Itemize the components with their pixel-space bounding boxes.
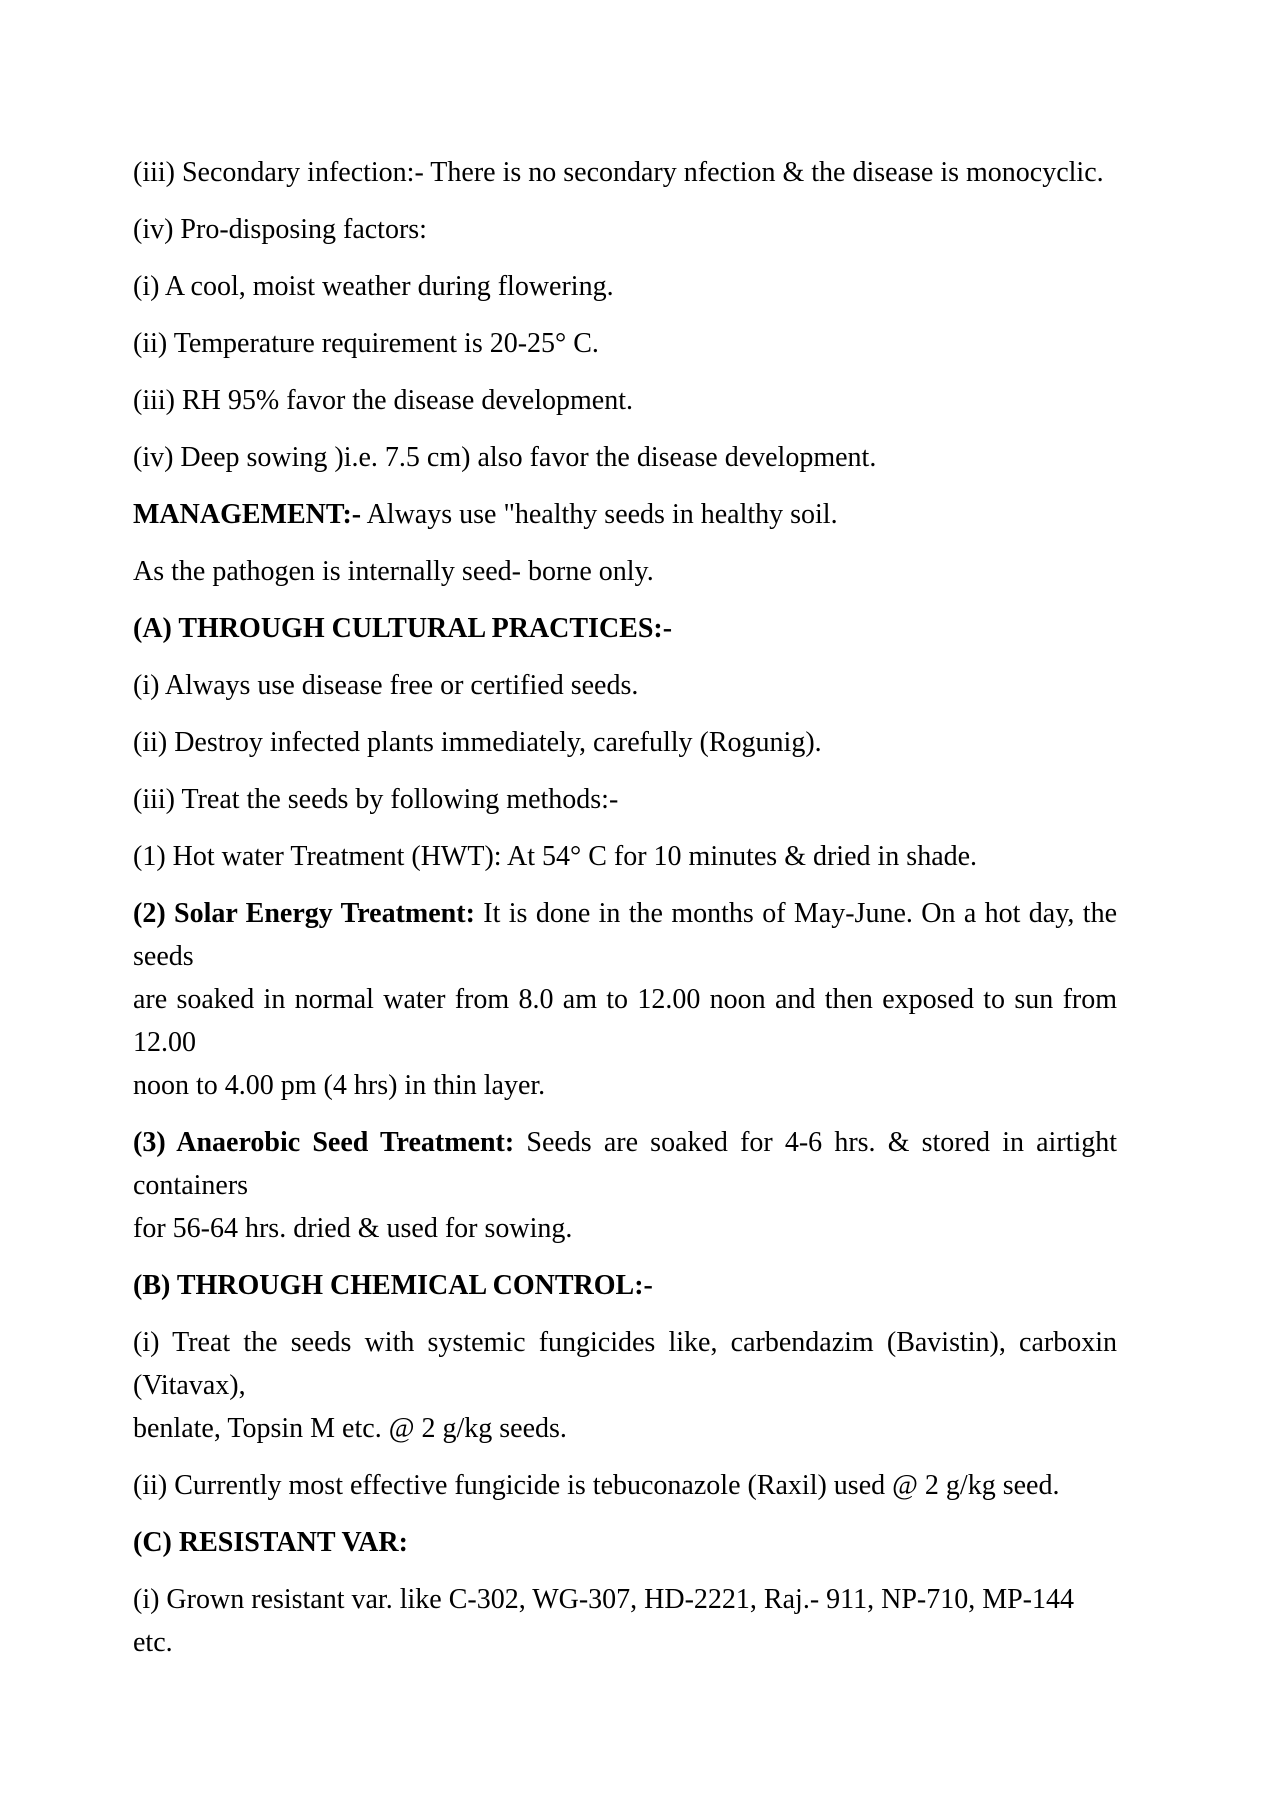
- text-line: [133, 835, 1117, 878]
- text-line: [133, 664, 1117, 707]
- paragraph: [133, 1521, 1117, 1564]
- text-line: [133, 208, 1117, 251]
- text-run: (ii) Temperature requirement is 20-25° C.: [133, 328, 599, 359]
- paragraph: [133, 1321, 1117, 1450]
- bold-text-run: (3) Anaerobic Seed Treatment:: [133, 1127, 515, 1158]
- text-line: [133, 265, 1117, 308]
- bold-text-run: (2) Solar Energy Treatment:: [133, 898, 475, 929]
- text-run: (iii) Treat the seeds by following methods:-: [133, 784, 619, 815]
- text-line: [133, 379, 1117, 422]
- text-run: (iii) Secondary infection:- There is no secondary nfection & the disease is monocyclic.: [133, 157, 1104, 188]
- text-line: [133, 892, 1117, 978]
- paragraph: [133, 1578, 1117, 1664]
- text-run: (iii) RH 95% favor the disease development.: [133, 385, 633, 416]
- text-line: [133, 493, 1117, 536]
- text-run: (i) Grown resistant var. like C-302, WG-307, HD-2221, Raj.- 911, NP-710, MP-144 etc.: [133, 1584, 1075, 1658]
- paragraph: [133, 151, 1117, 194]
- text-run: noon to 4.00 pm (4 hrs) in thin layer.: [133, 1070, 546, 1101]
- bold-text-run: (B) THROUGH CHEMICAL CONTROL:-: [133, 1270, 653, 1301]
- text-line: [133, 607, 1117, 650]
- text-line: [133, 721, 1117, 764]
- text-run: (1) Hot water Treatment (HWT): At 54° C for 10 minutes & dried in shade.: [133, 841, 978, 872]
- paragraph: [133, 664, 1117, 707]
- text-line: [133, 1064, 1117, 1107]
- text-run: (iv) Pro-disposing factors:: [133, 214, 427, 245]
- paragraph: [133, 778, 1117, 821]
- paragraph: [133, 550, 1117, 593]
- text-line: [133, 1521, 1117, 1564]
- paragraph: [133, 835, 1117, 878]
- text-run: are soaked in normal water from 8.0 am to 12.00 noon and then exposed to sun from 12.00: [133, 984, 1117, 1058]
- paragraph: [133, 265, 1117, 308]
- text-line: [133, 978, 1117, 1064]
- text-run: benlate, Topsin M etc. @ 2 g/kg seeds.: [133, 1413, 567, 1444]
- paragraph: [133, 436, 1117, 479]
- paragraph: [133, 892, 1117, 1107]
- text-line: [133, 1464, 1117, 1507]
- text-run: It is done in the months of May-June. On a hot day, the seeds: [133, 898, 1117, 972]
- text-run: Always use "healthy seeds in healthy soil.: [361, 499, 838, 530]
- text-line: [133, 151, 1117, 194]
- paragraph: [133, 607, 1117, 650]
- text-run: (i) A cool, moist weather during flowering.: [133, 271, 614, 302]
- bold-text-run: (A) THROUGH CULTURAL PRACTICES:-: [133, 613, 673, 644]
- text-run: (ii) Destroy infected plants immediately, carefully (Rogunig).: [133, 727, 822, 758]
- bold-text-run: MANAGEMENT:-: [133, 499, 362, 530]
- text-line: [133, 436, 1117, 479]
- text-run: (ii) Currently most effective fungicide is tebuconazole (Raxil) used @ 2 g/kg seed.: [133, 1470, 1060, 1501]
- paragraph: [133, 379, 1117, 422]
- paragraph: [133, 721, 1117, 764]
- text-run: (i) Always use disease free or certified seeds.: [133, 670, 639, 701]
- text-line: [133, 1321, 1117, 1407]
- paragraph: [133, 1264, 1117, 1307]
- text-run: As the pathogen is internally seed- borne only.: [133, 556, 654, 587]
- text-run: Seeds are soaked for 4-6 hrs. & stored in airtight containers: [133, 1127, 1118, 1201]
- paragraph: [133, 1464, 1117, 1507]
- paragraph: [133, 493, 1117, 536]
- paragraph: [133, 322, 1117, 365]
- text-run: (i) Treat the seeds with systemic fungicides like, carbendazim (Bavistin), carboxin (Vitavax),: [133, 1327, 1117, 1401]
- text-line: [133, 1264, 1117, 1307]
- text-line: [133, 1407, 1117, 1450]
- text-line: [133, 1121, 1117, 1207]
- text-run: for 56-64 hrs. dried & used for sowing.: [133, 1213, 573, 1244]
- paragraph: [133, 208, 1117, 251]
- text-line: [133, 1207, 1117, 1250]
- paragraph: [133, 1121, 1117, 1250]
- text-run: (iv) Deep sowing )i.e. 7.5 cm) also favor the disease development.: [133, 442, 877, 473]
- text-line: [133, 1578, 1117, 1664]
- bold-text-run: (C) RESISTANT VAR:: [133, 1527, 408, 1558]
- text-line: [133, 778, 1117, 821]
- text-line: [133, 322, 1117, 365]
- text-line: [133, 550, 1117, 593]
- document-body: [133, 151, 1117, 1664]
